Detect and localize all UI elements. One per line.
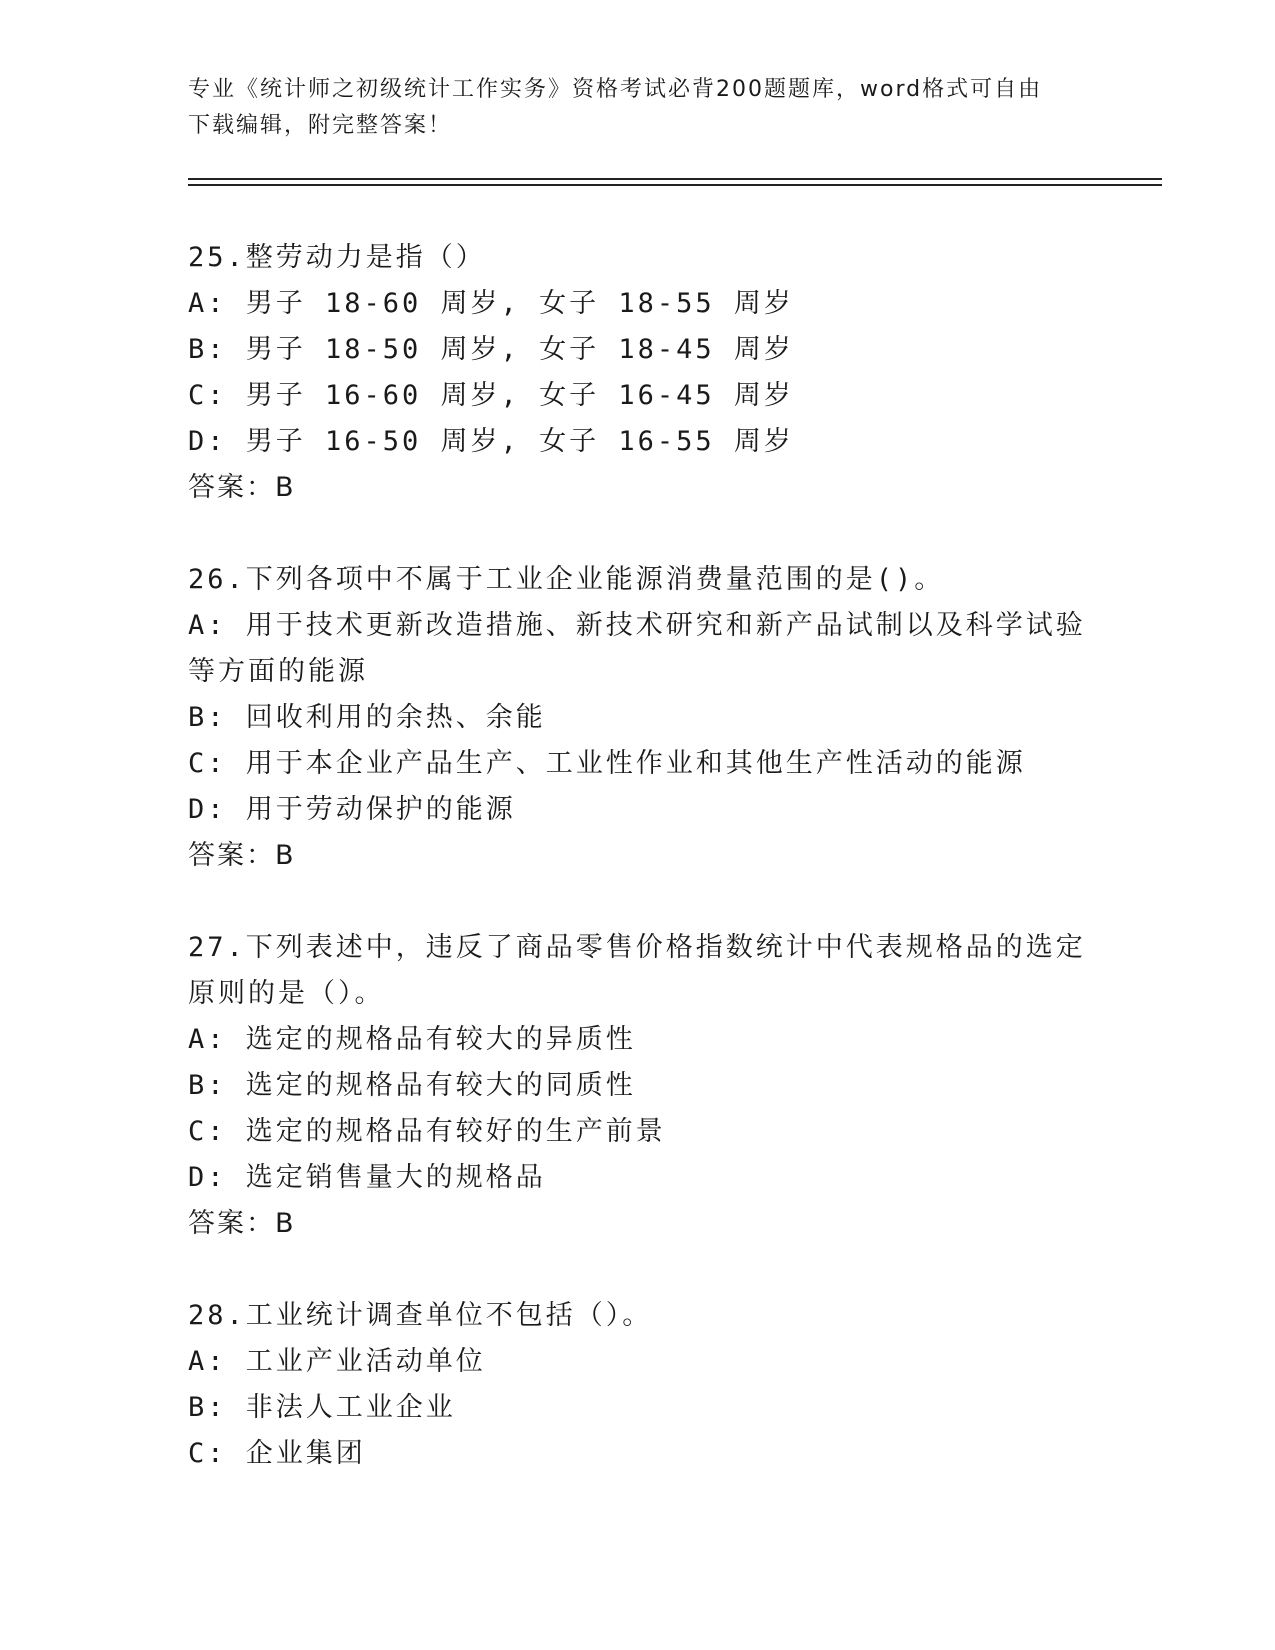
question-stem: 28.工业统计调查单位不包括（）。 [188,1300,653,1331]
option-a: A: 选定的规格品有较大的异质性 [188,1024,636,1055]
option-c: C: 男子 16-60 周岁, 女子 16-45 周岁 [188,380,794,411]
option-b: B: 非法人工业企业 [188,1392,456,1423]
option-b: B: 男子 18-50 周岁, 女子 18-45 周岁 [188,334,794,365]
document-header [188,72,1068,144]
option-a: A: 工业产业活动单位 [188,1346,486,1377]
option-b: B: 回收利用的余热、余能 [188,702,546,733]
question-list [188,235,1088,1523]
option-b: B: 选定的规格品有较大的同质性 [188,1070,636,1101]
header-divider-bottom [188,184,1162,186]
question-25 [188,235,1088,511]
header-line-2: 下载编辑，附完整答案！ [188,113,453,138]
option-c: C: 选定的规格品有较好的生产前景 [188,1116,666,1147]
question-26 [188,557,1088,879]
question-28 [188,1293,1088,1477]
option-c: C: 企业集团 [188,1438,366,1469]
question-stem: 27.下列表述中，违反了商品零售价格指数统计中代表规格品的选定原则的是（）。 [188,932,1086,1009]
answer: 答案：B [188,472,296,503]
question-27 [188,925,1088,1247]
question-stem: 25.整劳动力是指（） [188,242,486,273]
header-line-1: 专业《统计师之初级统计工作实务》资格考试必背200题题库，word格式可自由 [188,77,1043,102]
answer: 答案：B [188,1208,296,1239]
option-c: C: 用于本企业产品生产、工业性作业和其他生产性活动的能源 [188,748,1026,779]
option-d: D: 用于劳动保护的能源 [188,794,516,825]
header-divider-top [188,178,1162,180]
option-a: A: 男子 18-60 周岁, 女子 18-55 周岁 [188,288,794,319]
option-a: A: 用于技术更新改造措施、新技术研究和新产品试制以及科学试验等方面的能源 [188,610,1086,687]
answer: 答案：B [188,840,296,871]
option-d: D: 男子 16-50 周岁, 女子 16-55 周岁 [188,426,794,457]
option-d: D: 选定销售量大的规格品 [188,1162,546,1193]
question-stem: 26.下列各项中不属于工业企业能源消费量范围的是()。 [188,564,945,595]
